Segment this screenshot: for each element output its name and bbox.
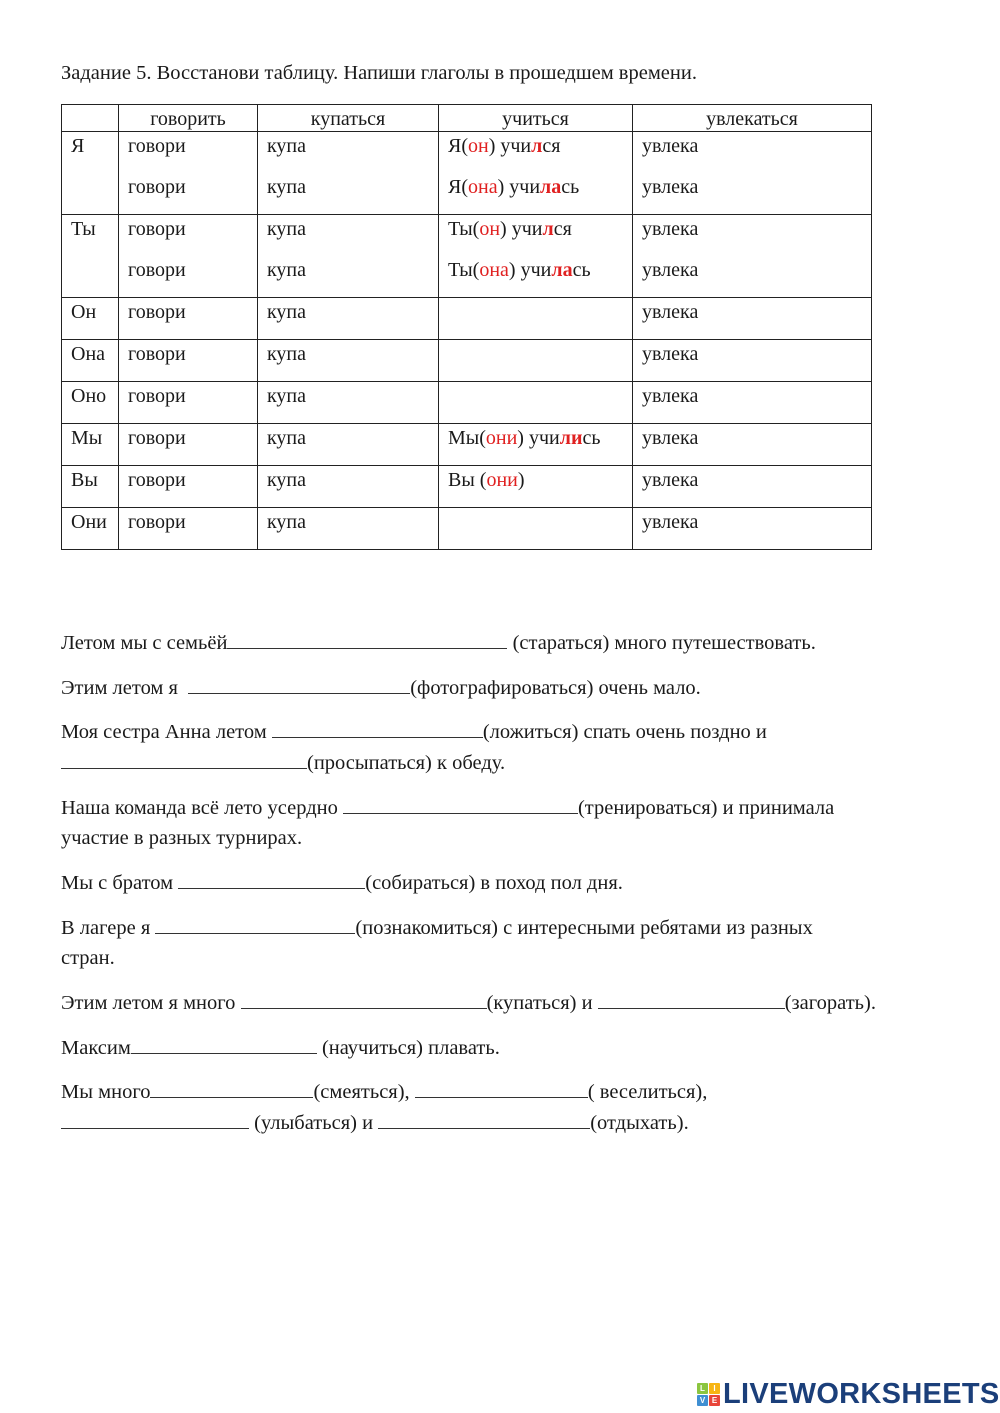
table-row [62, 340, 872, 382]
answer-blank[interactable] [61, 1108, 249, 1129]
answer-cell[interactable]: увлека [642, 259, 699, 281]
answer-cell[interactable]: купа [267, 511, 307, 533]
answer-cell[interactable]: купа [267, 135, 307, 157]
table-row [62, 466, 872, 508]
answer-cell[interactable]: увлека [642, 427, 699, 449]
sentence-1: Летом мы с семьёй (стараться) много путешествовать. [61, 628, 816, 658]
table-header-row [62, 105, 872, 132]
answer-cell[interactable]: говори [128, 259, 186, 281]
answer-cell[interactable]: увлека [642, 135, 699, 157]
answer-cell[interactable]: купа [267, 427, 307, 449]
table-row [62, 132, 872, 215]
example-cell: Ты(она) училась [448, 259, 591, 281]
sentence-5: Мы с братом (собираться) в поход пол дня. [61, 868, 623, 898]
sentence-9: Мы много (смеяться), ( веселиться), [61, 1077, 707, 1107]
pronoun-cell: Она [71, 343, 106, 365]
answer-cell[interactable]: говори [128, 301, 186, 323]
sentence-4-cont: участие в разных турнирах. [61, 827, 303, 849]
table-row [62, 298, 872, 340]
answer-blank[interactable] [188, 673, 410, 694]
answer-cell[interactable]: купа [267, 259, 307, 281]
sentence-4: Наша команда всё лето усердно (тренироваться) и принимала [61, 793, 834, 823]
answer-cell[interactable]: увлека [642, 218, 699, 240]
header-govorit: говорить [119, 105, 258, 132]
answer-blank[interactable] [155, 913, 355, 934]
answer-cell[interactable]: купа [267, 301, 307, 323]
answer-cell[interactable]: увлека [642, 176, 699, 198]
table-row [62, 215, 872, 298]
answer-blank[interactable] [378, 1108, 590, 1129]
answer-blank[interactable] [227, 628, 507, 649]
header-empty [62, 105, 119, 132]
task-title: Задание 5. Восстанови таблицу. Напиши глаголы в прошедшем времени. [61, 62, 697, 84]
pronoun-cell: Вы [71, 469, 98, 491]
answer-cell[interactable]: купа [267, 343, 307, 365]
answer-cell[interactable]: увлека [642, 301, 699, 323]
answer-cell[interactable]: говори [128, 343, 186, 365]
pronoun-cell: Мы [71, 427, 103, 449]
live-blocks-icon: L I V E [697, 1383, 720, 1406]
sentence-9-cont: (улыбаться) и (отдыхать). [61, 1108, 689, 1138]
sentence-8: Максим (научиться) плавать. [61, 1033, 500, 1063]
answer-cell-empty[interactable] [448, 382, 632, 423]
answer-cell[interactable]: говори [128, 427, 186, 449]
answer-cell[interactable]: купа [267, 218, 307, 240]
sentence-7: Этим летом я много (купаться) и (загорать). [61, 988, 876, 1018]
answer-cell[interactable]: говори [128, 469, 186, 491]
answer-cell[interactable]: говори [128, 511, 186, 533]
example-cell: Ты(он) учился [448, 218, 572, 240]
answer-cell[interactable]: говори [128, 385, 186, 407]
example-cell: Я(он) учился [448, 135, 561, 157]
example-cell: Мы(они) учились [448, 427, 601, 449]
answer-blank[interactable] [598, 988, 785, 1009]
answer-blank[interactable] [61, 748, 307, 769]
answer-blank[interactable] [343, 793, 578, 814]
answer-blank[interactable] [272, 717, 483, 738]
header-kupatsya: купаться [258, 105, 439, 132]
answer-cell[interactable]: увлека [642, 469, 699, 491]
answer-cell[interactable]: купа [267, 385, 307, 407]
answer-blank[interactable] [150, 1077, 313, 1098]
sentence-6: В лагере я (познакомиться) с интересными ребятами из разных [61, 913, 813, 943]
answer-blank[interactable] [241, 988, 487, 1009]
liveworksheets-logo [697, 1378, 1000, 1411]
answer-cell[interactable]: увлека [642, 343, 699, 365]
sentence-6-cont: стран. [61, 947, 115, 969]
table-row [62, 424, 872, 466]
answer-blank[interactable] [415, 1077, 588, 1098]
pronoun-cell: Я [71, 135, 85, 157]
answer-cell-empty[interactable] [448, 340, 632, 381]
pronoun-cell: Ты [71, 218, 96, 240]
sentence-3-cont: (просыпаться) к обеду. [61, 748, 505, 778]
answer-cell-empty[interactable] [448, 298, 632, 339]
answer-cell[interactable]: говори [128, 135, 186, 157]
sentence-2: Этим летом я (фотографироваться) очень мало. [61, 673, 701, 703]
answer-blank[interactable] [178, 868, 365, 889]
table-row [62, 508, 872, 550]
verb-table [61, 104, 872, 550]
header-uvlekatsya: увлекаться [633, 105, 872, 132]
header-uchitsya: учиться [439, 105, 633, 132]
table-row [62, 382, 872, 424]
sentence-3: Моя сестра Анна летом (ложиться) спать очень поздно и [61, 717, 767, 747]
answer-cell[interactable]: говори [128, 176, 186, 198]
answer-blank[interactable] [131, 1033, 317, 1054]
pronoun-cell: Он [71, 301, 97, 323]
answer-cell[interactable]: увлека [642, 385, 699, 407]
answer-cell[interactable]: увлека [642, 511, 699, 533]
pronoun-cell: Они [71, 511, 107, 533]
logo-text: LIVEWORKSHEETS [723, 1378, 1000, 1410]
answer-cell-empty[interactable] [448, 508, 632, 549]
answer-cell[interactable]: говори [128, 218, 186, 240]
example-cell: Я(она) училась [448, 176, 580, 198]
pronoun-cell: Оно [71, 385, 107, 407]
example-cell[interactable]: Вы (они) [448, 469, 525, 491]
answer-cell[interactable]: купа [267, 469, 307, 491]
answer-cell[interactable]: купа [267, 176, 307, 198]
